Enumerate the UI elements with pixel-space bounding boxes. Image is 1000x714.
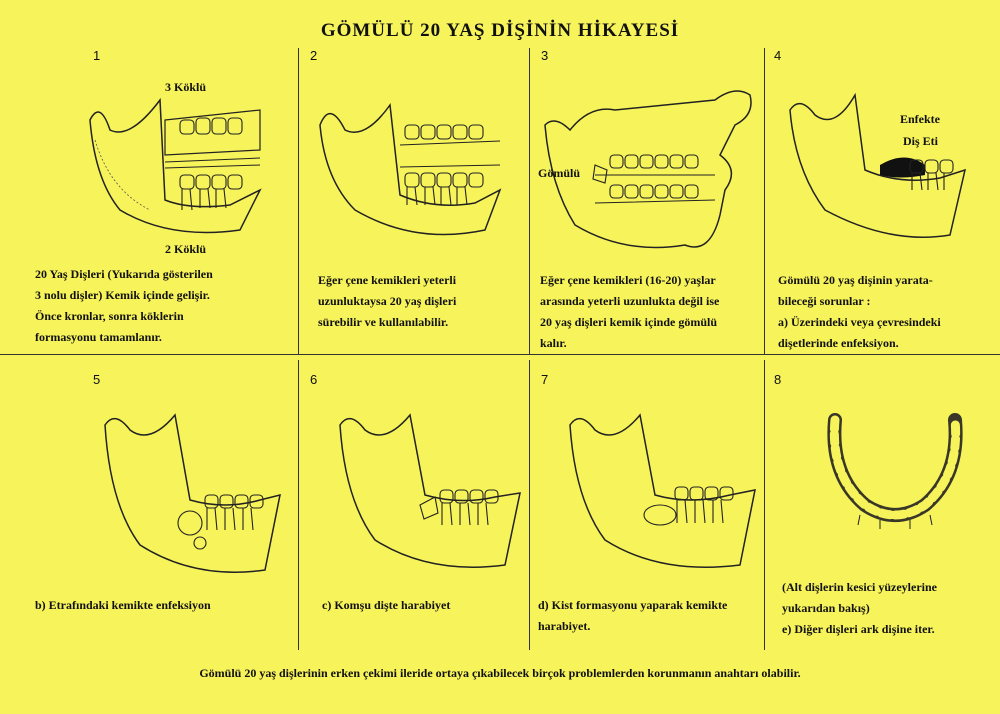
panel-8-caption: (Alt dişlerin kesici yüzeylerine yukarıdan bakış) e) Diğer dişleri ark dişine iter. (782, 580, 937, 636)
panel-1-label-top: 3 Köklü (165, 80, 207, 94)
panel-2-number: 2 (310, 48, 318, 63)
jaw-illustration-2 (305, 85, 505, 245)
panel-1-number: 1 (93, 48, 101, 63)
panel-5-caption: b) Etrafındaki kemikte enfeksiyon (35, 598, 211, 612)
panel-1-caption: 20 Yaş Dişleri (Yukarıda gösterilen 3 nolu dişler) Kemik içinde gelişir. Önce kronlar, sonra köklerin formasyonu tamamlanır. (35, 267, 213, 344)
footer-note: Gömülü 20 yaş dişlerinin erken çekimi ileride ortaya çıkabilecek birçok problemlerden korunmanın anahtarı olabilir. (199, 666, 801, 680)
panel-4-number: 4 (774, 48, 782, 63)
panel-4-label-2: Diş Eti (903, 134, 939, 148)
panel-7-number: 7 (541, 372, 549, 387)
dental-arch-illustration-8 (820, 405, 970, 530)
panel-3-number: 3 (541, 48, 549, 63)
page-title: GÖMÜLÜ 20 YAŞ DİŞİNİN HİKAYESİ (320, 20, 680, 41)
panel-8-number: 8 (774, 372, 782, 387)
jaw-illustration-1 (70, 80, 270, 240)
divider-vertical-2 (529, 48, 530, 354)
jaw-illustration-4 (780, 90, 970, 250)
panel-3-caption: Eğer çene kemikleri (16-20) yaşlar arasında yeterli uzunlukta değil ise 20 yaş dişleri kemik içinde gömülü kalır. (540, 273, 720, 350)
panel-5-number: 5 (93, 372, 101, 387)
jaw-illustration-7 (560, 405, 760, 585)
jaw-illustration-6 (330, 405, 525, 585)
divider-vertical-1 (298, 48, 299, 354)
divider-vertical-5 (529, 360, 530, 650)
jaw-illustration-5 (95, 405, 285, 585)
panel-7-caption: d) Kist formasyonu yaparak kemikte harabiyet. (538, 598, 728, 633)
panel-4-caption: Gömülü 20 yaş dişinin yarata- bileceği sorunlar : a) Üzerindeki veya çevresindeki dişetlerinde enfeksiyon. (778, 273, 941, 350)
panel-1-label-bottom: 2 Köklü (165, 242, 207, 256)
panel-2-caption: Eğer çene kemikleri yeterli uzunluktaysa 20 yaş dişleri sürebilir ve kullanılabilir. (318, 273, 457, 329)
divider-vertical-4 (298, 360, 299, 650)
divider-vertical-3 (764, 48, 765, 354)
panel-6-number: 6 (310, 372, 318, 387)
panel-4-label-1: Enfekte (900, 112, 940, 126)
panel-3-label: Gömülü (538, 166, 581, 180)
panel-6-caption: c) Komşu dişte harabiyet (322, 598, 451, 612)
divider-horizontal (0, 354, 1000, 355)
